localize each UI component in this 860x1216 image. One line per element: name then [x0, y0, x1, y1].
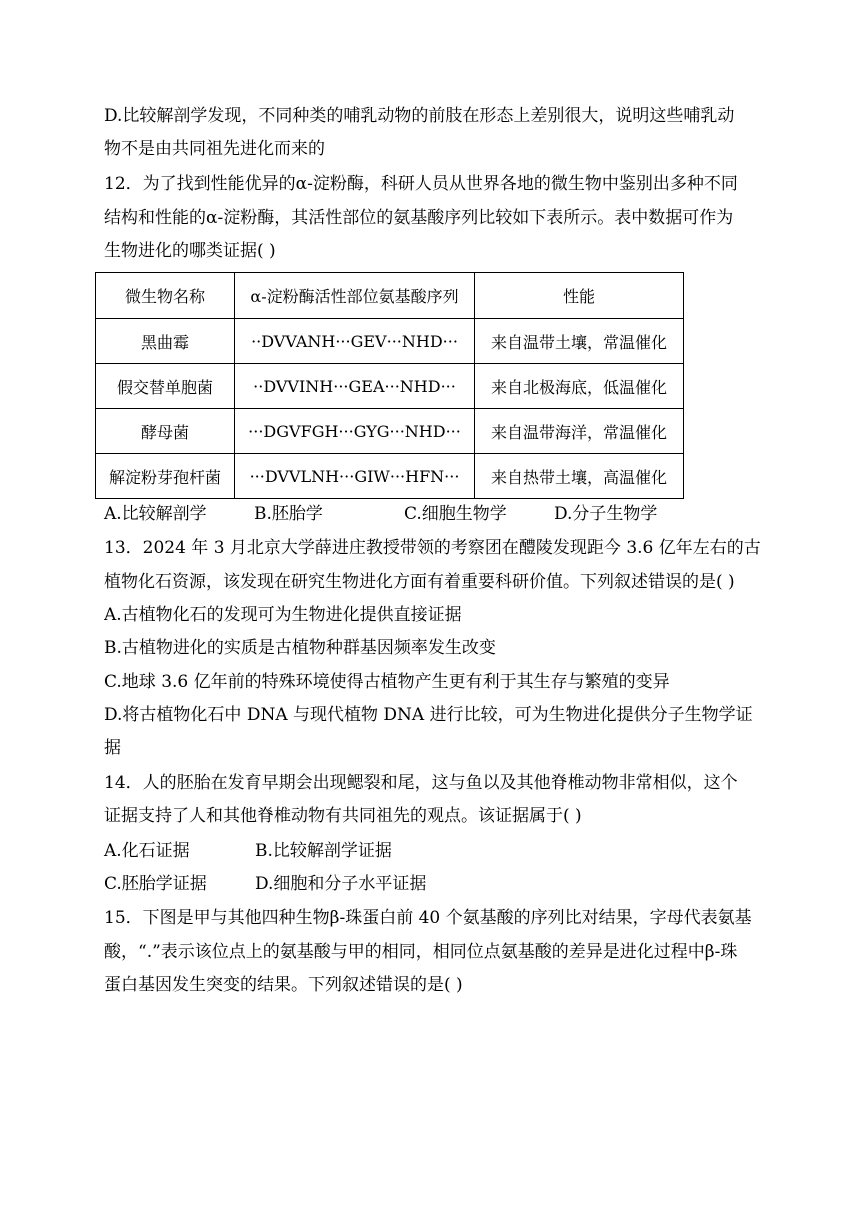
q12-option-c: C.细胞生物学: [404, 504, 507, 524]
q12-option-d: D.分子生物学: [554, 504, 658, 524]
q12-option-a: A.比较解剖学: [104, 504, 207, 524]
q13-stem-line-1: 13．2024 年 3 月北京大学薛进庄教授带领的考察团在醴陵发现距今 3.6 亿年左右的古: [104, 538, 761, 558]
q12-stem-line-3: 生物进化的哪类证据( ): [104, 241, 276, 261]
table-row: [96, 364, 684, 409]
q15-stem-line-1: 15．下图是甲与其他四种生物β-珠蛋白前 40 个氨基酸的序列比对结果，字母代表氨基: [104, 908, 752, 928]
q12-stem-line-1: 12．为了找到性能优异的α-淀粉酶，科研人员从世界各地的微生物中鉴别出多种不同: [104, 174, 738, 194]
cell-property: 来自温带土壤，常温催化: [475, 319, 684, 364]
cell-sequence: ··DVVINH···GEA···NHD···: [235, 364, 475, 409]
table-row: [96, 319, 684, 364]
cell-property: 来自热带土壤，高温催化: [475, 454, 684, 499]
q14-option-a: A.化石证据: [104, 841, 190, 861]
q11-option-d-line-1: D.比较解剖学发现，不同种类的哺乳动物的前肢在形态上差别很大，说明这些哺乳动: [104, 106, 735, 126]
q14-stem-line-2: 证据支持了人和其他脊椎动物有共同祖先的观点。该证据属于( ): [104, 806, 582, 826]
cell-organism: 解淀粉芽孢杆菌: [96, 454, 235, 499]
amylase-comparison-table: [95, 272, 684, 499]
q13-option-a: A.古植物化石的发现可为生物进化提供直接证据: [104, 605, 462, 625]
q12-option-b: B.胚胎学: [254, 504, 323, 524]
cell-property: 来自北极海底，低温催化: [475, 364, 684, 409]
q13-option-d-line-1: D.将古植物化石中 DNA 与现代植物 DNA 进行比较，可为生物进化提供分子生物学证: [104, 705, 753, 725]
q13-stem-line-2: 植物化石资源，该发现在研究生物进化方面有着重要科研价值。下列叙述错误的是( ): [104, 572, 735, 592]
table-row: [96, 454, 684, 499]
cell-property: 来自温带海洋，常温催化: [475, 409, 684, 454]
q14-option-c: C.胚胎学证据: [104, 874, 207, 894]
table-row: [96, 409, 684, 454]
cell-sequence: ···DGVFGH···GYG···NHD···: [235, 409, 475, 454]
header-property: 性能: [475, 273, 684, 319]
q14-option-b: B.比较解剖学证据: [255, 841, 392, 861]
q13-option-d-line-2: 据: [104, 738, 121, 758]
q13-option-b: B.古植物进化的实质是古植物种群基因频率发生改变: [104, 638, 496, 658]
cell-organism: 假交替单胞菌: [96, 364, 235, 409]
q12-stem-line-2: 结构和性能的α-淀粉酶，其活性部位的氨基酸序列比较如下表所示。表中数据可作为: [104, 208, 734, 228]
header-organism: 微生物名称: [96, 273, 235, 319]
q15-stem-line-3: 蛋白基因发生突变的结果。下列叙述错误的是( ): [104, 975, 463, 995]
q11-option-d-line-2: 物不是由共同祖先进化而来的: [104, 139, 325, 159]
q15-stem-line-2: 酸，“.”表示该位点上的氨基酸与甲的相同，相同位点氨基酸的差异是进化过程中β-珠: [104, 942, 738, 962]
cell-sequence: ···DVVLNH···GIW···HFN···: [235, 454, 475, 499]
table-header-row: [96, 273, 684, 319]
cell-organism: 酵母菌: [96, 409, 235, 454]
cell-organism: 黑曲霉: [96, 319, 235, 364]
q13-option-c: C.地球 3.6 亿年前的特殊环境使得古植物产生更有利于其生存与繁殖的变异: [104, 672, 670, 692]
cell-sequence: ··DVVANH···GEV···NHD···: [235, 319, 475, 364]
header-sequence: α-淀粉酶活性部位氨基酸序列: [235, 273, 475, 319]
q14-option-d: D.细胞和分子水平证据: [255, 874, 427, 894]
q14-stem-line-1: 14．人的胚胎在发育早期会出现鳃裂和尾，这与鱼以及其他脊椎动物非常相似，这个: [104, 773, 738, 793]
